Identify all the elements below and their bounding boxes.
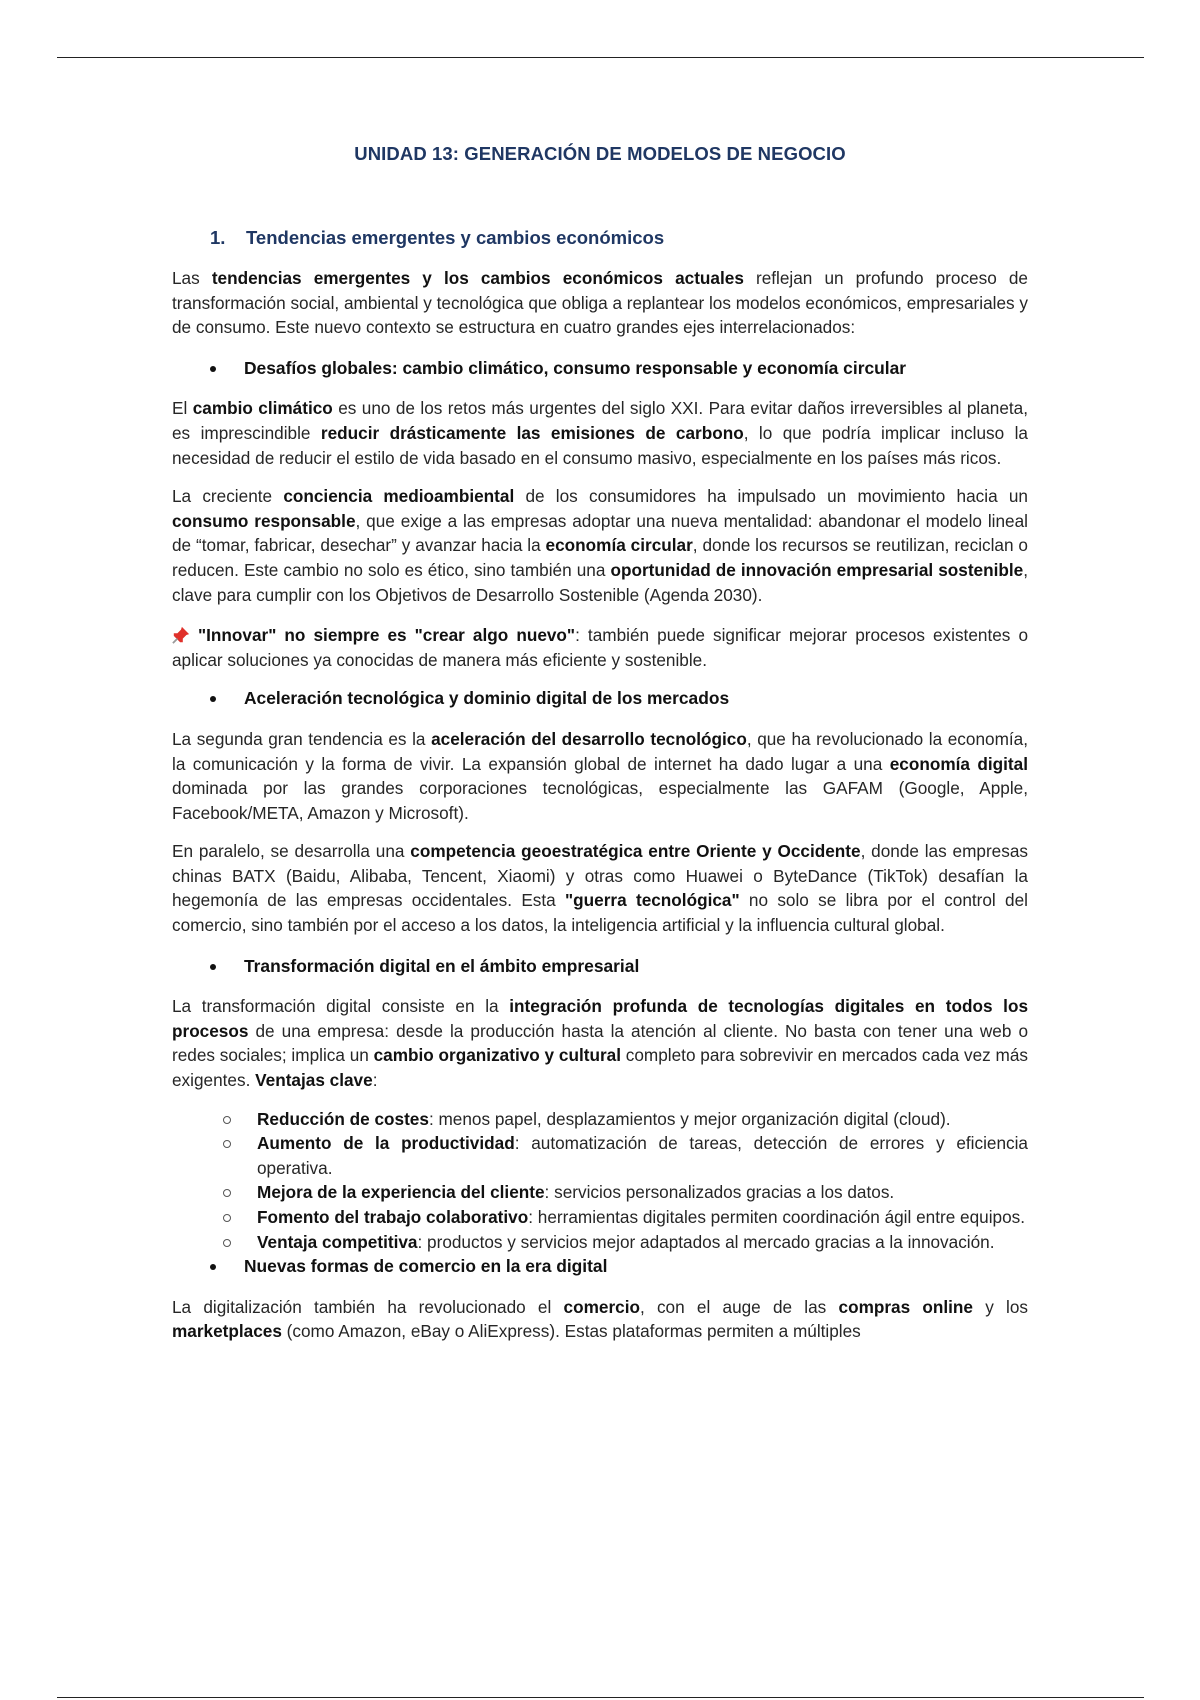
- list-item: Aumento de la productividad: automatización de tareas, detección de errores y eficiencia operativa.: [172, 1131, 1028, 1180]
- document-title: UNIDAD 13: GENERACIÓN DE MODELOS DE NEGOCIO: [354, 143, 846, 164]
- bullet-dot: [210, 964, 216, 970]
- hollow-bullet-icon: [223, 1189, 231, 1197]
- list-item: Ventaja competitiva: productos y servicios mejor adaptados al mercado gracias a la innovación.: [172, 1230, 1028, 1255]
- section-heading: [210, 227, 664, 249]
- paragraph-cambio-climatico: El cambio climático es uno de los retos más urgentes del siglo XXI. Para evitar daños irreversibles al planeta, es imprescindible reducir drásticamente las emisiones de carbono, lo que podría implicar incluso la necesidad de reducir el estilo de vida basado en el consumo masivo, especialmente en los países más ricos.: [172, 398, 1028, 468]
- bullet-dot: [210, 366, 216, 372]
- hollow-bullet-icon: [223, 1140, 231, 1148]
- hollow-bullet-icon: [223, 1239, 231, 1247]
- pushpin-icon: [172, 626, 190, 644]
- section-number: 1.: [210, 227, 226, 248]
- bullet-aceleracion-tecnologica: Aceleración tecnológica y dominio digital de los mercados: [172, 686, 1028, 711]
- paragraph-transformacion-digital: La transformación digital consiste en la integración profunda de tecnologías digitales en todos los procesos de una empresa: desde la producción hasta la atención al cliente. No basta con tener una web o redes sociales; implica un cambio organizativo y cultural completo para sobrevivir en mercados cada vez más exigentes. Ventajas clave:: [172, 996, 1028, 1091]
- list-item: Mejora de la experiencia del cliente: servicios personalizados gracias a los datos.: [172, 1180, 1028, 1205]
- note-innovar: "Innovar" no siempre es "crear algo nuevo": también puede significar mejorar procesos existentes o aplicar soluciones ya conocidas de manera más eficiente y sostenible.: [172, 625, 1029, 670]
- list-item: Reducción de costes: menos papel, desplazamientos y mejor organización digital (cloud).: [172, 1107, 1028, 1132]
- section-content: [172, 266, 1028, 1344]
- paragraph-desarrollo-tecnologico: La segunda gran tendencia es la aceleración del desarrollo tecnológico, que ha revolucionado la economía, la comunicación y la forma de vivir. La expansión global de internet ha dado lugar a una economía digital dominada por las grandes corporaciones tecnológicas, especialmente las GAFAM (Google, Apple, Facebook/META, Amazon y Microsoft).: [172, 728, 1028, 823]
- paragraph-comercio: La digitalización también ha revolucionado el comercio, con el auge de las compras online y los marketplaces (como Amazon, eBay o AliExpress). Estas plataformas permiten a múltiples: [172, 1296, 1029, 1342]
- paragraph-conciencia-medioambiental: La creciente conciencia medioambiental de los consumidores ha impulsado un movimiento hacia un consumo responsable, que exige a las empresas adoptar una nueva mentalidad: abandonar el modelo lineal de “tomar, fabricar, desechar” y avanzar hacia la economía circular, donde los recursos se reutilizan, reciclan o reducen. Este cambio no solo es ético, sino también una oportunidad de innovación empresarial sostenible, clave para cumplir con los Objetivos de Desarrollo Sostenible (Agenda 2030).: [172, 486, 1028, 605]
- bullet-transformacion-digital: Transformación digital en el ámbito empresarial: [172, 954, 1028, 979]
- hollow-bullet-icon: [223, 1214, 231, 1222]
- hollow-bullet-icon: [223, 1116, 231, 1124]
- ventajas-list: [172, 1107, 1028, 1255]
- bullet-dot: [210, 696, 216, 702]
- bullet-nuevas-formas-comercio: Nuevas formas de comercio en la era digital: [172, 1254, 1028, 1279]
- header-rule: [57, 57, 1144, 58]
- intro-paragraph: Las tendencias emergentes y los cambios económicos actuales reflejan un profundo proceso de transformación social, ambiental y tecnológica que obliga a replantear los modelos económicos, empresariales y de consumo. Este nuevo contexto se estructura en cuatro grandes ejes interrelacionados:: [172, 268, 1029, 338]
- list-item: Fomento del trabajo colaborativo: herramientas digitales permiten coordinación ágil entre equipos.: [172, 1205, 1028, 1230]
- section-heading-text: Tendencias emergentes y cambios económicos: [246, 227, 665, 248]
- footer-rule: [57, 1697, 1144, 1698]
- paragraph-competencia-geoestrategica: En paralelo, se desarrolla una competencia geoestratégica entre Oriente y Occidente, donde las empresas chinas BATX (Baidu, Alibaba, Tencent, Xiaomi) y otras como Huawei o ByteDance (TikTok) desafían la hegemonía de las empresas occidentales. Esta "guerra tecnológica" no solo se libra por el control del comercio, sino también por el acceso a los datos, la inteligencia artificial y la influencia cultural global.: [172, 841, 1028, 936]
- bullet-desafios-globales: Desafíos globales: cambio climático, consumo responsable y economía circular: [172, 356, 1028, 381]
- bullet-dot: [210, 1264, 216, 1270]
